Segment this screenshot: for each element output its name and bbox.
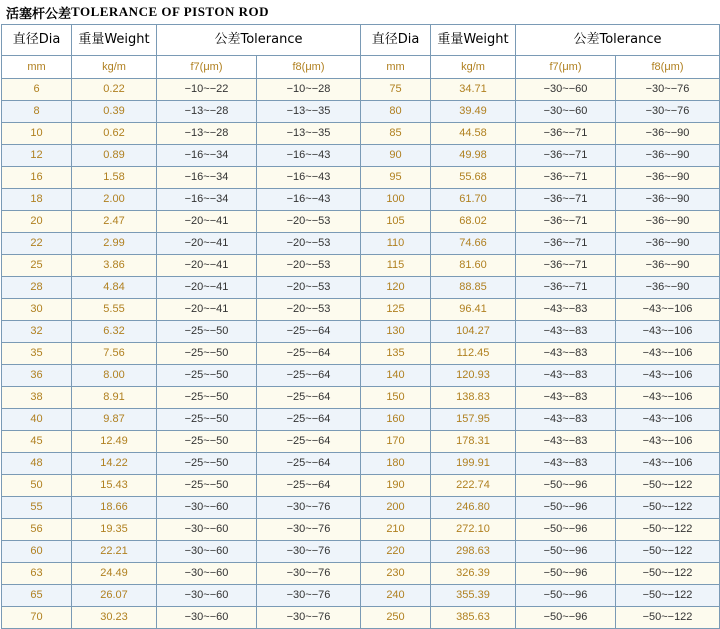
cell-weight-right: 326.39 bbox=[431, 563, 516, 585]
header-weight-right: 重量Weight bbox=[431, 25, 516, 56]
cell-dia-right: 135 bbox=[361, 343, 431, 365]
unit-f7-right: f7(μm) bbox=[516, 56, 616, 79]
cell-dia-left: 50 bbox=[2, 475, 72, 497]
cell-f7-right: −36~−71 bbox=[516, 167, 616, 189]
cell-weight-left: 0.39 bbox=[72, 101, 157, 123]
cell-weight-left: 0.89 bbox=[72, 145, 157, 167]
cell-dia-left: 35 bbox=[2, 343, 72, 365]
cell-dia-left: 45 bbox=[2, 431, 72, 453]
cell-weight-right: 96.41 bbox=[431, 299, 516, 321]
cell-f8-left: −30~−76 bbox=[257, 607, 361, 629]
cell-dia-right: 115 bbox=[361, 255, 431, 277]
cell-dia-left: 6 bbox=[2, 79, 72, 101]
cell-f7-left: −16~−34 bbox=[157, 145, 257, 167]
cell-f7-left: −20~−41 bbox=[157, 255, 257, 277]
cell-f8-right: −50~−122 bbox=[616, 607, 720, 629]
cell-f7-right: −43~−83 bbox=[516, 343, 616, 365]
unit-kgm-left: kg/m bbox=[72, 56, 157, 79]
unit-mm-left: mm bbox=[2, 56, 72, 79]
cell-dia-left: 55 bbox=[2, 497, 72, 519]
cell-f7-left: −30~−60 bbox=[157, 497, 257, 519]
cell-dia-left: 18 bbox=[2, 189, 72, 211]
cell-dia-right: 160 bbox=[361, 409, 431, 431]
cell-f7-left: −30~−60 bbox=[157, 607, 257, 629]
cell-dia-left: 40 bbox=[2, 409, 72, 431]
cell-weight-left: 4.84 bbox=[72, 277, 157, 299]
cell-f7-left: −20~−41 bbox=[157, 233, 257, 255]
cell-weight-left: 22.21 bbox=[72, 541, 157, 563]
cell-f7-right: −36~−71 bbox=[516, 123, 616, 145]
cell-weight-right: 74.66 bbox=[431, 233, 516, 255]
header-dia-right: 直径Dia bbox=[361, 25, 431, 56]
cell-dia-left: 38 bbox=[2, 387, 72, 409]
table-row bbox=[2, 79, 720, 101]
cell-weight-right: 55.68 bbox=[431, 167, 516, 189]
cell-f8-left: −20~−53 bbox=[257, 255, 361, 277]
cell-weight-right: 246.80 bbox=[431, 497, 516, 519]
cell-f7-right: −43~−83 bbox=[516, 321, 616, 343]
cell-f8-left: −30~−76 bbox=[257, 563, 361, 585]
cell-f7-left: −30~−60 bbox=[157, 563, 257, 585]
table-row bbox=[2, 211, 720, 233]
table-row bbox=[2, 409, 720, 431]
header-dia-left: 直径Dia bbox=[2, 25, 72, 56]
cell-f8-right: −36~−90 bbox=[616, 145, 720, 167]
cell-dia-right: 95 bbox=[361, 167, 431, 189]
unit-header-row bbox=[2, 56, 720, 79]
cell-f7-right: −36~−71 bbox=[516, 233, 616, 255]
header-tolerance-right: 公差Tolerance bbox=[516, 25, 720, 56]
cell-weight-left: 2.00 bbox=[72, 189, 157, 211]
cell-f8-left: −16~−43 bbox=[257, 167, 361, 189]
cell-dia-right: 220 bbox=[361, 541, 431, 563]
cell-f7-left: −25~−50 bbox=[157, 431, 257, 453]
cell-weight-left: 24.49 bbox=[72, 563, 157, 585]
table-row bbox=[2, 453, 720, 475]
cell-f7-left: −25~−50 bbox=[157, 343, 257, 365]
cell-weight-right: 178.31 bbox=[431, 431, 516, 453]
table-row bbox=[2, 519, 720, 541]
cell-f7-left: −30~−60 bbox=[157, 541, 257, 563]
cell-weight-right: 385.63 bbox=[431, 607, 516, 629]
cell-weight-left: 14.22 bbox=[72, 453, 157, 475]
cell-f7-right: −36~−71 bbox=[516, 277, 616, 299]
cell-dia-left: 56 bbox=[2, 519, 72, 541]
cell-f8-right: −36~−90 bbox=[616, 123, 720, 145]
cell-weight-right: 199.91 bbox=[431, 453, 516, 475]
table-row bbox=[2, 585, 720, 607]
cell-dia-right: 170 bbox=[361, 431, 431, 453]
cell-f7-left: −25~−50 bbox=[157, 321, 257, 343]
cell-f7-left: −10~−22 bbox=[157, 79, 257, 101]
cell-weight-right: 112.45 bbox=[431, 343, 516, 365]
unit-f7-left: f7(μm) bbox=[157, 56, 257, 79]
cell-f7-right: −43~−83 bbox=[516, 365, 616, 387]
cell-dia-right: 105 bbox=[361, 211, 431, 233]
cell-f8-right: −30~−76 bbox=[616, 101, 720, 123]
cell-f7-left: −25~−50 bbox=[157, 387, 257, 409]
table-row bbox=[2, 167, 720, 189]
cell-weight-right: 61.70 bbox=[431, 189, 516, 211]
cell-f8-right: −36~−90 bbox=[616, 277, 720, 299]
table-row bbox=[2, 277, 720, 299]
cell-f8-left: −20~−53 bbox=[257, 233, 361, 255]
title-english: TOLERANCE OF PISTON ROD bbox=[71, 4, 270, 19]
cell-dia-right: 150 bbox=[361, 387, 431, 409]
unit-f8-left: f8(μm) bbox=[257, 56, 361, 79]
tolerance-table bbox=[1, 24, 720, 629]
cell-dia-right: 75 bbox=[361, 79, 431, 101]
cell-f7-right: −43~−83 bbox=[516, 387, 616, 409]
cell-weight-right: 49.98 bbox=[431, 145, 516, 167]
cell-dia-right: 130 bbox=[361, 321, 431, 343]
cell-f7-left: −20~−41 bbox=[157, 211, 257, 233]
cell-f7-right: −50~−96 bbox=[516, 607, 616, 629]
cell-f8-left: −13~−35 bbox=[257, 101, 361, 123]
cell-f7-left: −25~−50 bbox=[157, 453, 257, 475]
cell-f8-left: −25~−64 bbox=[257, 431, 361, 453]
cell-weight-left: 2.47 bbox=[72, 211, 157, 233]
cell-weight-right: 34.71 bbox=[431, 79, 516, 101]
cell-f7-right: −30~−60 bbox=[516, 101, 616, 123]
cell-dia-right: 90 bbox=[361, 145, 431, 167]
cell-f8-left: −25~−64 bbox=[257, 409, 361, 431]
header-tolerance-left: 公差Tolerance bbox=[157, 25, 361, 56]
cell-weight-right: 157.95 bbox=[431, 409, 516, 431]
cell-f7-right: −50~−96 bbox=[516, 519, 616, 541]
cell-weight-left: 9.87 bbox=[72, 409, 157, 431]
cell-f7-right: −50~−96 bbox=[516, 475, 616, 497]
header-weight-left: 重量Weight bbox=[72, 25, 157, 56]
cell-f7-right: −43~−83 bbox=[516, 431, 616, 453]
cell-weight-right: 138.83 bbox=[431, 387, 516, 409]
cell-f8-left: −25~−64 bbox=[257, 343, 361, 365]
cell-weight-right: 298.63 bbox=[431, 541, 516, 563]
cell-dia-left: 16 bbox=[2, 167, 72, 189]
cell-f8-right: −36~−90 bbox=[616, 233, 720, 255]
cell-f7-left: −20~−41 bbox=[157, 277, 257, 299]
cell-f8-right: −43~−106 bbox=[616, 321, 720, 343]
table-row bbox=[2, 255, 720, 277]
cell-f8-right: −43~−106 bbox=[616, 299, 720, 321]
cell-weight-right: 104.27 bbox=[431, 321, 516, 343]
table-row bbox=[2, 607, 720, 629]
cell-weight-right: 222.74 bbox=[431, 475, 516, 497]
cell-weight-left: 5.55 bbox=[72, 299, 157, 321]
cell-weight-right: 44.58 bbox=[431, 123, 516, 145]
cell-f8-left: −30~−76 bbox=[257, 541, 361, 563]
cell-weight-right: 88.85 bbox=[431, 277, 516, 299]
cell-weight-left: 1.58 bbox=[72, 167, 157, 189]
cell-weight-right: 81.60 bbox=[431, 255, 516, 277]
cell-f7-right: −50~−96 bbox=[516, 563, 616, 585]
cell-dia-right: 250 bbox=[361, 607, 431, 629]
cell-f7-right: −43~−83 bbox=[516, 409, 616, 431]
cell-f8-left: −20~−53 bbox=[257, 299, 361, 321]
table-row bbox=[2, 321, 720, 343]
cell-f8-right: −43~−106 bbox=[616, 365, 720, 387]
cell-dia-right: 240 bbox=[361, 585, 431, 607]
cell-f8-left: −25~−64 bbox=[257, 365, 361, 387]
cell-weight-right: 272.10 bbox=[431, 519, 516, 541]
cell-f7-left: −13~−28 bbox=[157, 123, 257, 145]
cell-dia-right: 110 bbox=[361, 233, 431, 255]
cell-f8-right: −30~−76 bbox=[616, 79, 720, 101]
title-chinese: 活塞杆公差 bbox=[6, 6, 72, 22]
cell-dia-right: 125 bbox=[361, 299, 431, 321]
unit-f8-right: f8(μm) bbox=[616, 56, 720, 79]
table-row bbox=[2, 233, 720, 255]
cell-weight-left: 3.86 bbox=[72, 255, 157, 277]
cell-weight-left: 8.00 bbox=[72, 365, 157, 387]
cell-dia-left: 32 bbox=[2, 321, 72, 343]
cell-dia-left: 30 bbox=[2, 299, 72, 321]
cell-f7-left: −20~−41 bbox=[157, 299, 257, 321]
cell-dia-right: 140 bbox=[361, 365, 431, 387]
cell-f7-right: −50~−96 bbox=[516, 497, 616, 519]
cell-f8-left: −25~−64 bbox=[257, 475, 361, 497]
cell-weight-left: 19.35 bbox=[72, 519, 157, 541]
cell-f8-left: −16~−43 bbox=[257, 145, 361, 167]
table-header bbox=[2, 25, 720, 79]
cell-weight-right: 120.93 bbox=[431, 365, 516, 387]
cell-dia-right: 100 bbox=[361, 189, 431, 211]
cell-f8-left: −25~−64 bbox=[257, 321, 361, 343]
cell-f8-right: −43~−106 bbox=[616, 453, 720, 475]
cell-f7-right: −50~−96 bbox=[516, 585, 616, 607]
table-row bbox=[2, 145, 720, 167]
cell-weight-left: 12.49 bbox=[72, 431, 157, 453]
cell-weight-left: 30.23 bbox=[72, 607, 157, 629]
unit-kgm-right: kg/m bbox=[431, 56, 516, 79]
cell-weight-right: 355.39 bbox=[431, 585, 516, 607]
cell-f8-right: −36~−90 bbox=[616, 189, 720, 211]
cell-weight-right: 68.02 bbox=[431, 211, 516, 233]
cell-f8-left: −30~−76 bbox=[257, 585, 361, 607]
cell-dia-right: 190 bbox=[361, 475, 431, 497]
cell-f7-left: −16~−34 bbox=[157, 189, 257, 211]
cell-f7-left: −30~−60 bbox=[157, 519, 257, 541]
cell-weight-left: 7.56 bbox=[72, 343, 157, 365]
cell-weight-left: 26.07 bbox=[72, 585, 157, 607]
cell-f7-right: −43~−83 bbox=[516, 453, 616, 475]
cell-dia-right: 80 bbox=[361, 101, 431, 123]
cell-f8-right: −43~−106 bbox=[616, 387, 720, 409]
cell-weight-left: 2.99 bbox=[72, 233, 157, 255]
cell-f8-left: −25~−64 bbox=[257, 453, 361, 475]
cell-dia-left: 8 bbox=[2, 101, 72, 123]
cell-weight-left: 8.91 bbox=[72, 387, 157, 409]
cell-dia-right: 85 bbox=[361, 123, 431, 145]
cell-f7-left: −25~−50 bbox=[157, 409, 257, 431]
cell-f8-right: −50~−122 bbox=[616, 585, 720, 607]
table-row bbox=[2, 541, 720, 563]
cell-dia-left: 25 bbox=[2, 255, 72, 277]
cell-f7-right: −30~−60 bbox=[516, 79, 616, 101]
table-row bbox=[2, 365, 720, 387]
cell-f8-right: −50~−122 bbox=[616, 497, 720, 519]
cell-f7-right: −36~−71 bbox=[516, 211, 616, 233]
table-row bbox=[2, 475, 720, 497]
cell-dia-right: 200 bbox=[361, 497, 431, 519]
cell-f7-right: −50~−96 bbox=[516, 541, 616, 563]
cell-f8-right: −50~−122 bbox=[616, 519, 720, 541]
cell-dia-left: 22 bbox=[2, 233, 72, 255]
cell-dia-left: 10 bbox=[2, 123, 72, 145]
cell-dia-left: 20 bbox=[2, 211, 72, 233]
cell-weight-left: 0.22 bbox=[72, 79, 157, 101]
table-row bbox=[2, 343, 720, 365]
cell-f8-left: −13~−35 bbox=[257, 123, 361, 145]
cell-dia-left: 48 bbox=[2, 453, 72, 475]
table-row bbox=[2, 497, 720, 519]
cell-weight-left: 0.62 bbox=[72, 123, 157, 145]
cell-f8-left: −10~−28 bbox=[257, 79, 361, 101]
cell-f8-right: −43~−106 bbox=[616, 431, 720, 453]
cell-f8-left: −25~−64 bbox=[257, 387, 361, 409]
group-header-row bbox=[2, 25, 720, 56]
cell-f7-right: −36~−71 bbox=[516, 255, 616, 277]
cell-dia-right: 230 bbox=[361, 563, 431, 585]
document-title bbox=[0, 0, 720, 24]
cell-f7-left: −30~−60 bbox=[157, 585, 257, 607]
cell-dia-left: 36 bbox=[2, 365, 72, 387]
cell-f8-right: −36~−90 bbox=[616, 211, 720, 233]
table-body bbox=[2, 79, 720, 629]
cell-dia-right: 180 bbox=[361, 453, 431, 475]
unit-mm-right: mm bbox=[361, 56, 431, 79]
cell-f8-right: −50~−122 bbox=[616, 541, 720, 563]
cell-f7-left: −25~−50 bbox=[157, 475, 257, 497]
cell-f7-right: −36~−71 bbox=[516, 189, 616, 211]
cell-f8-right: −43~−106 bbox=[616, 343, 720, 365]
cell-f8-left: −20~−53 bbox=[257, 277, 361, 299]
table-row bbox=[2, 299, 720, 321]
cell-f8-left: −16~−43 bbox=[257, 189, 361, 211]
cell-weight-left: 15.43 bbox=[72, 475, 157, 497]
cell-f7-left: −25~−50 bbox=[157, 365, 257, 387]
cell-f7-left: −13~−28 bbox=[157, 101, 257, 123]
cell-f8-left: −20~−53 bbox=[257, 211, 361, 233]
cell-dia-left: 60 bbox=[2, 541, 72, 563]
cell-f8-right: −43~−106 bbox=[616, 409, 720, 431]
table-row bbox=[2, 101, 720, 123]
table-row bbox=[2, 189, 720, 211]
cell-dia-left: 70 bbox=[2, 607, 72, 629]
cell-f7-right: −36~−71 bbox=[516, 145, 616, 167]
cell-dia-left: 63 bbox=[2, 563, 72, 585]
cell-weight-left: 6.32 bbox=[72, 321, 157, 343]
table-row bbox=[2, 431, 720, 453]
cell-f8-left: −30~−76 bbox=[257, 519, 361, 541]
cell-dia-right: 210 bbox=[361, 519, 431, 541]
cell-f8-right: −36~−90 bbox=[616, 255, 720, 277]
cell-dia-left: 65 bbox=[2, 585, 72, 607]
table-row bbox=[2, 563, 720, 585]
cell-f8-right: −50~−122 bbox=[616, 475, 720, 497]
table-row bbox=[2, 123, 720, 145]
cell-f7-right: −43~−83 bbox=[516, 299, 616, 321]
cell-f8-right: −50~−122 bbox=[616, 563, 720, 585]
cell-weight-right: 39.49 bbox=[431, 101, 516, 123]
cell-weight-left: 18.66 bbox=[72, 497, 157, 519]
table-row bbox=[2, 387, 720, 409]
cell-dia-right: 120 bbox=[361, 277, 431, 299]
cell-f7-left: −16~−34 bbox=[157, 167, 257, 189]
cell-dia-left: 12 bbox=[2, 145, 72, 167]
cell-dia-left: 28 bbox=[2, 277, 72, 299]
cell-f8-right: −36~−90 bbox=[616, 167, 720, 189]
cell-f8-left: −30~−76 bbox=[257, 497, 361, 519]
